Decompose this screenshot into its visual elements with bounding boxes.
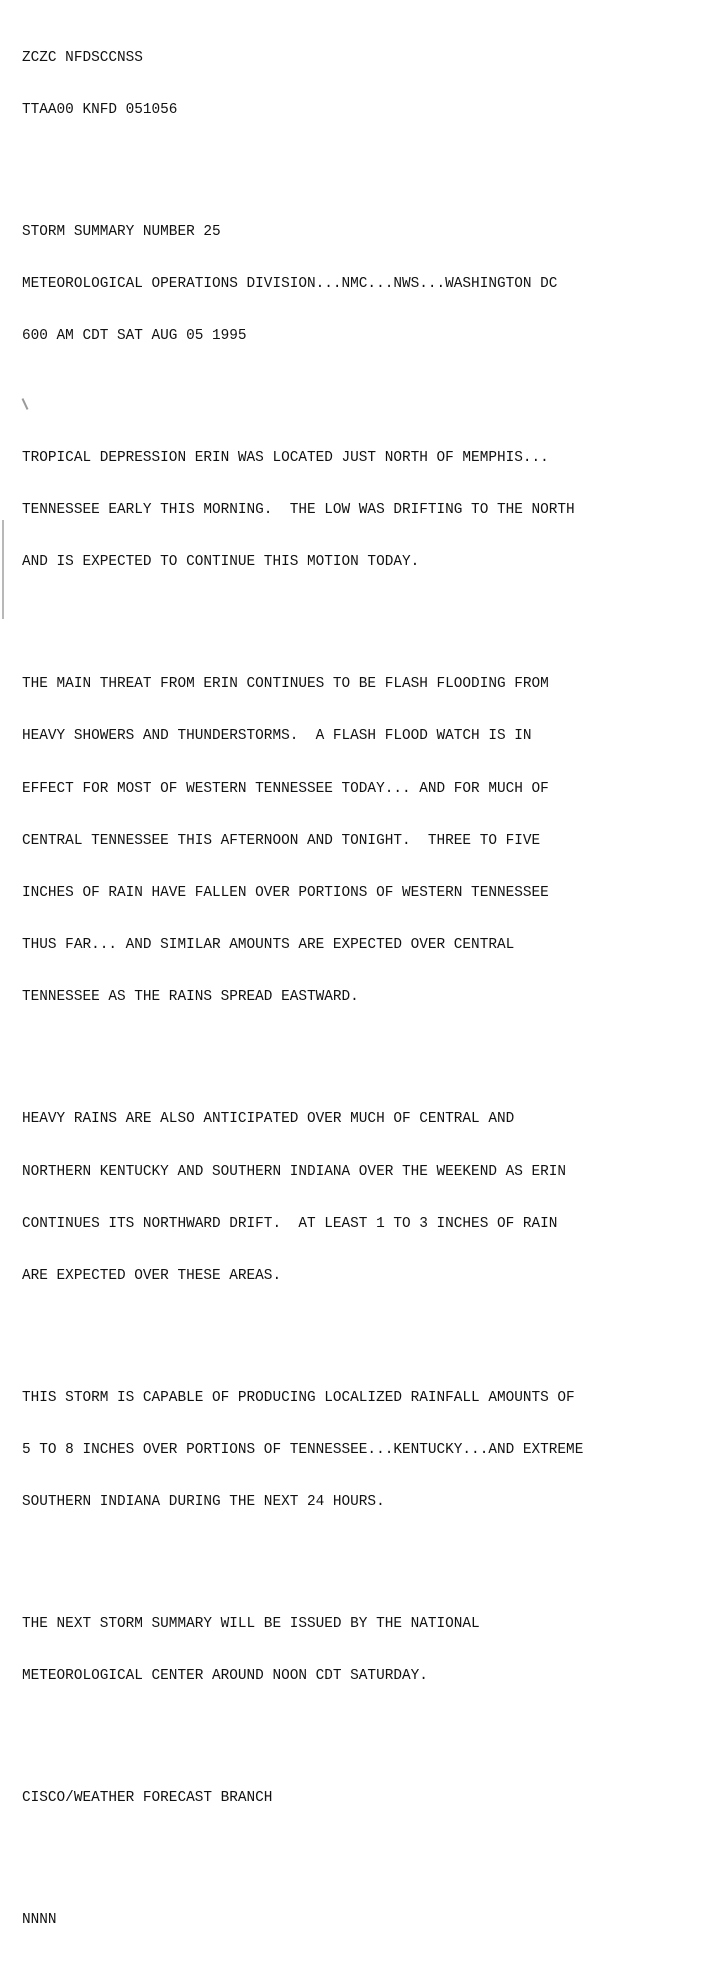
header-line-1: ZCZC NFDSCCNSS <box>22 49 143 66</box>
blank-line <box>22 1546 583 1563</box>
bulletin-text <box>22 15 583 1964</box>
paragraph-2-line-1: THE MAIN THREAT FROM ERIN CONTINUES TO BE FLASH FLOODING FROM <box>22 676 549 693</box>
blank-line <box>22 1720 583 1737</box>
paragraph-5-line-2: METEOROLOGICAL CENTER AROUND NOON CDT SATURDAY. <box>22 1668 428 1685</box>
paragraph-2-line-5: INCHES OF RAIN HAVE FALLEN OVER PORTIONS OF WESTERN TENNESSEE <box>22 885 549 902</box>
paragraph-2-line-2: HEAVY SHOWERS AND THUNDERSTORMS. A FLASH FLOOD WATCH IS IN <box>22 728 532 745</box>
paragraph-1-line-2: TENNESSEE EARLY THIS MORNING. THE LOW WAS DRIFTING TO THE NORTH <box>22 502 575 519</box>
paragraph-3-line-2: NORTHERN KENTUCKY AND SOUTHERN INDIANA OVER THE WEEKEND AS ERIN <box>22 1163 567 1180</box>
blank-line <box>22 1042 583 1059</box>
paragraph-2-line-4: CENTRAL TENNESSEE THIS AFTERNOON AND TONIGHT. THREE TO FIVE <box>22 832 541 849</box>
scan-edge-line <box>2 520 4 619</box>
title-line-1: STORM SUMMARY NUMBER 25 <box>22 223 221 240</box>
end-marker: NNNN <box>22 1911 57 1928</box>
paragraph-2-line-7: TENNESSEE AS THE RAINS SPREAD EASTWARD. <box>22 989 359 1006</box>
paragraph-3-line-3: CONTINUES ITS NORTHWARD DRIFT. AT LEAST 1 TO 3 INCHES OF RAIN <box>22 1215 558 1232</box>
blank-line <box>22 1320 583 1337</box>
paragraph-4-line-2: 5 TO 8 INCHES OVER PORTIONS OF TENNESSEE...KENTUCKY...AND EXTREME <box>22 1441 584 1458</box>
header-line-2: TTAA00 KNFD 051056 <box>22 102 178 119</box>
blank-line <box>22 380 583 397</box>
paragraph-5-line-1: THE NEXT STORM SUMMARY WILL BE ISSUED BY THE NATIONAL <box>22 1615 480 1632</box>
paragraph-2-line-3: EFFECT FOR MOST OF WESTERN TENNESSEE TODAY... AND FOR MUCH OF <box>22 780 549 797</box>
paragraph-1-line-1: TROPICAL DEPRESSION ERIN WAS LOCATED JUST NORTH OF MEMPHIS... <box>22 450 549 467</box>
paragraph-2-line-6: THUS FAR... AND SIMILAR AMOUNTS ARE EXPECTED OVER CENTRAL <box>22 937 515 954</box>
paragraph-4-line-1: THIS STORM IS CAPABLE OF PRODUCING LOCALIZED RAINFALL AMOUNTS OF <box>22 1389 575 1406</box>
paragraph-3-line-4: ARE EXPECTED OVER THESE AREAS. <box>22 1267 282 1284</box>
paragraph-4-line-3: SOUTHERN INDIANA DURING THE NEXT 24 HOURS. <box>22 1494 385 1511</box>
signature-line: CISCO/WEATHER FORECAST BRANCH <box>22 1789 273 1806</box>
title-line-3: 600 AM CDT SAT AUG 05 1995 <box>22 328 247 345</box>
blank-line <box>22 607 583 624</box>
blank-line <box>22 1842 583 1859</box>
paragraph-1-line-3: AND IS EXPECTED TO CONTINUE THIS MOTION TODAY. <box>22 554 420 571</box>
paragraph-3-line-1: HEAVY RAINS ARE ALSO ANTICIPATED OVER MUCH OF CENTRAL AND <box>22 1111 515 1128</box>
blank-line <box>22 154 583 171</box>
title-line-2: METEOROLOGICAL OPERATIONS DIVISION...NMC...NWS...WASHINGTON DC <box>22 276 558 293</box>
